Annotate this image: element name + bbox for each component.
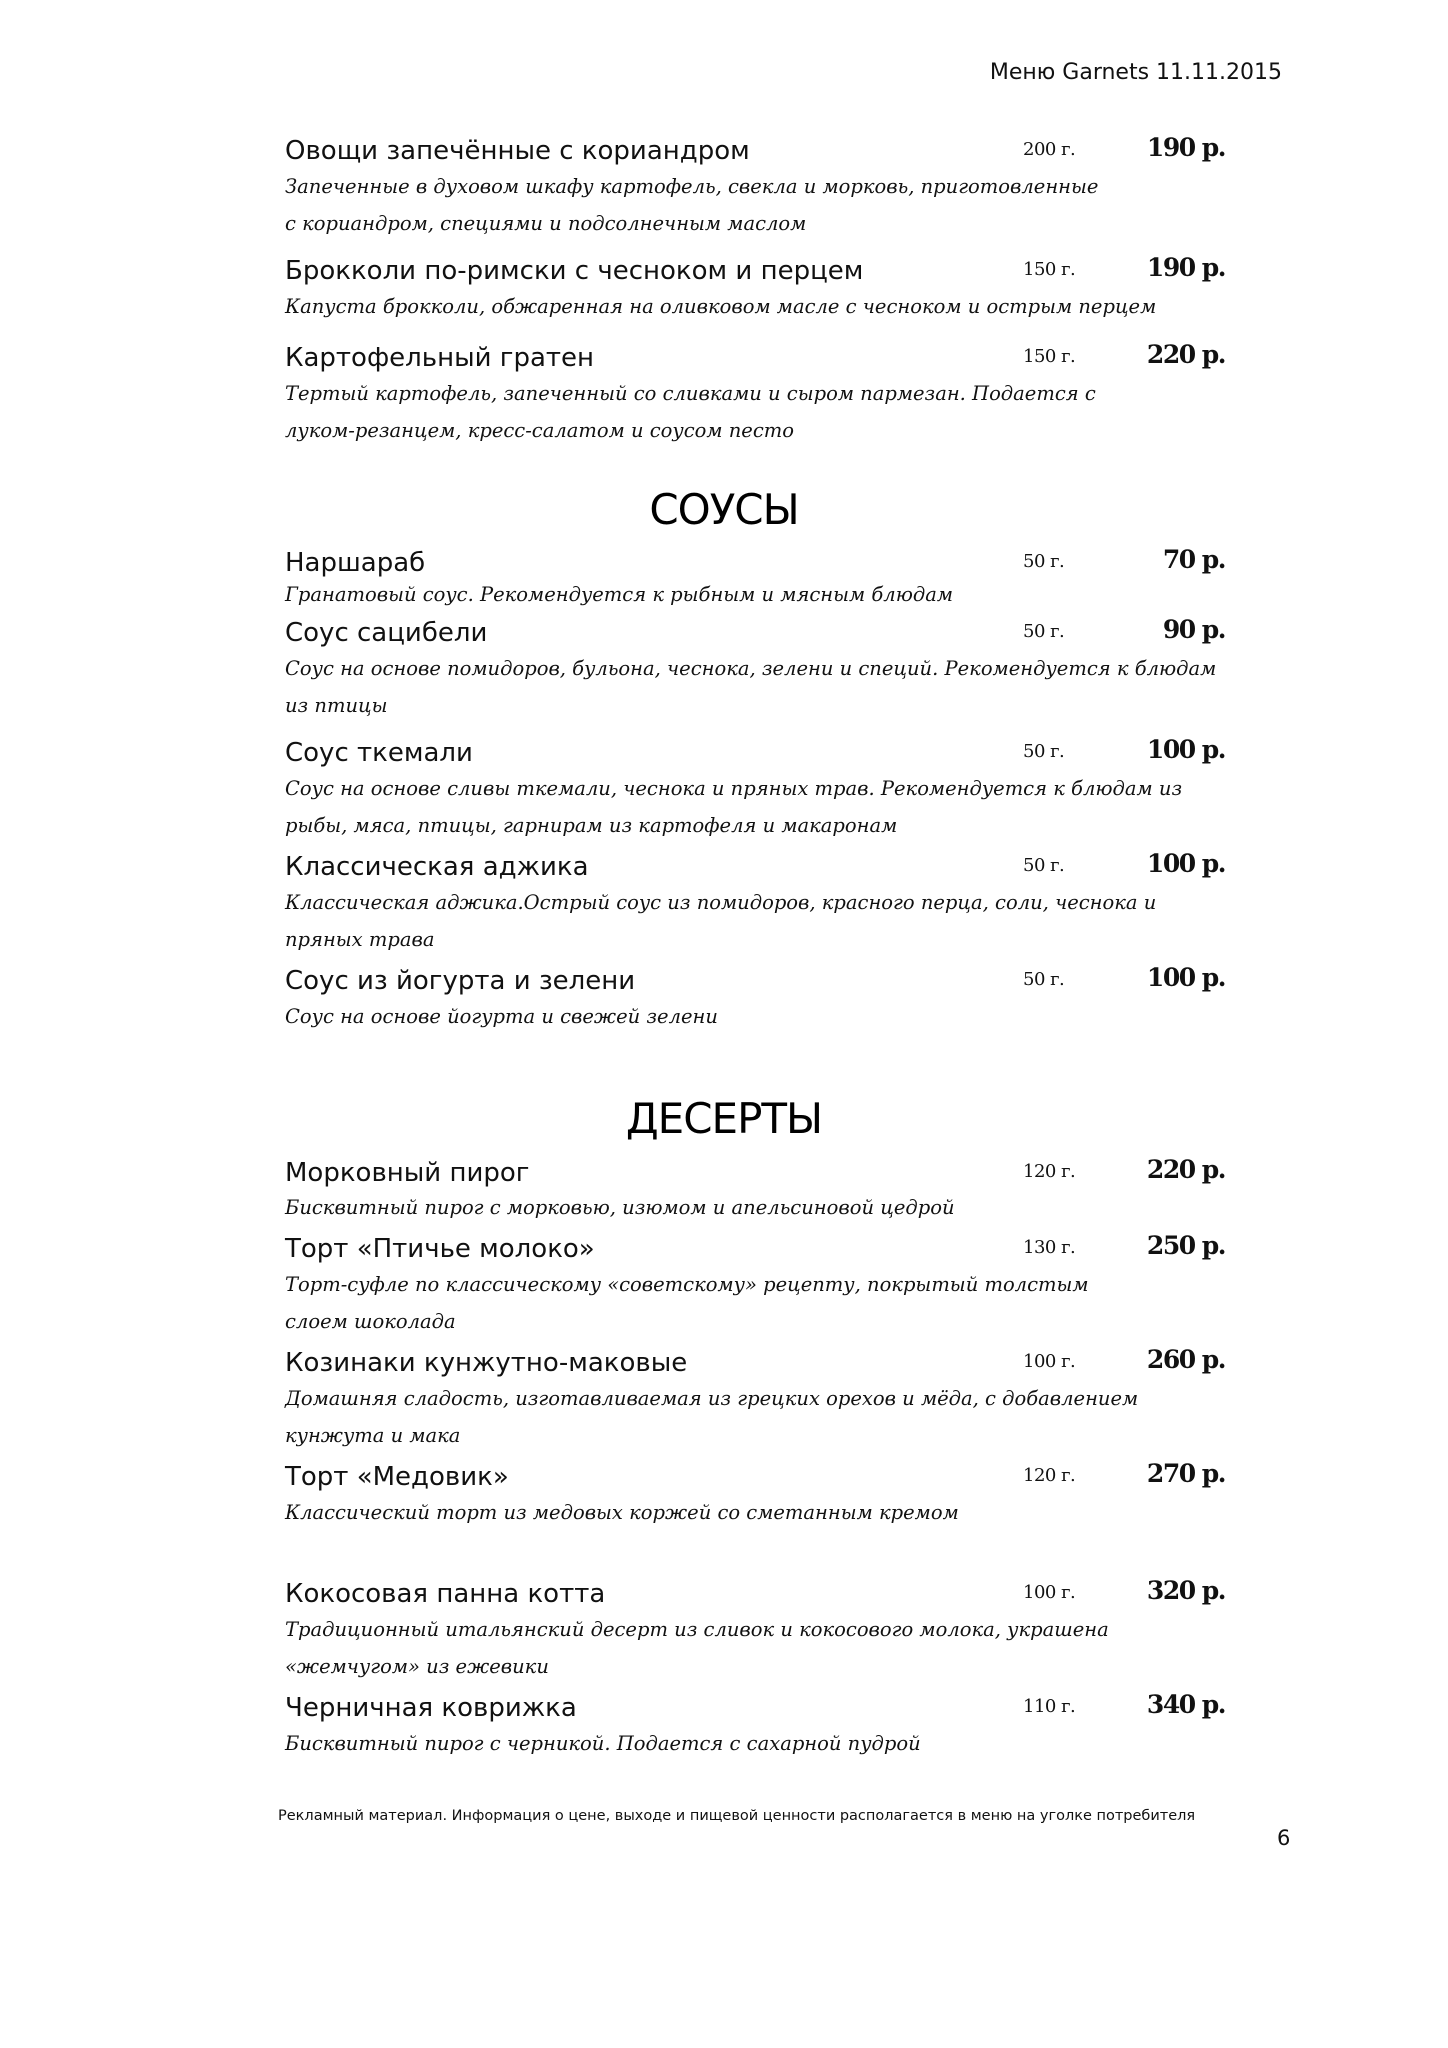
item-name: Соус из йогурта и зелени	[285, 966, 636, 996]
item-description: Классическая аджика.Острый соус из помидоров, красного перца, соли, чеснока и пряных трава	[285, 891, 1157, 951]
menu-item	[285, 1226, 1225, 1340]
item-description: Домашняя сладость, изготавливаемая из грецких орехов и мёда, с добавлением кунжута и мака	[285, 1387, 1139, 1447]
garnish-section	[285, 128, 1225, 449]
item-price: 100 р.	[1146, 849, 1225, 878]
item-name: Наршараб	[285, 548, 426, 578]
item-description: Соус на основе йогурта и свежей зелени	[285, 1005, 718, 1028]
item-weight: 150 г.	[1023, 259, 1076, 280]
item-price: 220 р.	[1146, 1155, 1225, 1184]
item-weight: 50 г.	[1023, 855, 1065, 876]
item-price: 100 р.	[1146, 963, 1225, 992]
item-weight: 120 г.	[1023, 1161, 1076, 1182]
menu-item	[285, 128, 1225, 242]
item-name: Овощи запечённые с кориандром	[285, 136, 750, 166]
item-price: 190 р.	[1146, 253, 1225, 282]
item-name: Козинаки кунжутно-маковые	[285, 1348, 688, 1378]
item-description: Гранатовый соус. Рекомендуется к рыбным и мясным блюдам	[285, 583, 954, 606]
item-description: Классический торт из медовых коржей со сметанным кремом	[285, 1501, 959, 1524]
item-price: 260 р.	[1146, 1345, 1225, 1374]
item-price: 100 р.	[1146, 735, 1225, 764]
menu-item	[285, 1150, 1225, 1226]
menu-item	[285, 1685, 1225, 1762]
item-weight: 150 г.	[1023, 346, 1076, 367]
item-name: Черничная коврижка	[285, 1693, 577, 1723]
item-price: 70 р.	[1162, 545, 1225, 574]
menu-item	[285, 1340, 1225, 1454]
item-name: Торт «Птичье молоко»	[285, 1234, 595, 1264]
item-description: Соус на основе помидоров, бульона, чеснока, зелени и специй. Рекомендуется к блюдам из птицы	[285, 657, 1217, 717]
menu-item	[285, 844, 1225, 958]
item-price: 340 р.	[1146, 1690, 1225, 1719]
item-description: Торт-суфле по классическому «советскому» рецепту, покрытый толстым слоем шоколада	[285, 1273, 1089, 1333]
item-description: Тертый картофель, запеченный со сливками и сыром пармезан. Подается с луком-резанцем, кресс-салатом и соусом песто	[285, 382, 1096, 442]
item-description: Запеченные в духовом шкафу картофель, свекла и морковь, приготовленные с кориандром, специями и подсолнечным маслом	[285, 175, 1099, 235]
item-name: Торт «Медовик»	[285, 1462, 509, 1492]
item-weight: 130 г.	[1023, 1237, 1076, 1258]
menu-item	[285, 248, 1225, 325]
menu-header: Меню Garnets 11.11.2015	[989, 60, 1282, 85]
item-name: Соус ткемали	[285, 738, 473, 768]
menu-item	[285, 730, 1225, 844]
menu-item	[285, 540, 1225, 610]
item-price: 250 р.	[1146, 1231, 1225, 1260]
item-name: Брокколи по-римски с чесноком и перцем	[285, 256, 864, 286]
menu-item	[285, 1454, 1225, 1531]
item-name: Соус сацибели	[285, 618, 488, 648]
item-description: Капуста брокколи, обжаренная на оливковом масле с чесноком и острым перцем	[285, 295, 1157, 318]
item-weight: 120 г.	[1023, 1465, 1076, 1486]
page-number: 6	[1277, 1826, 1291, 1850]
item-name: Морковный пирог	[285, 1158, 530, 1188]
section-title-desserts: ДЕСЕРТЫ	[625, 1094, 823, 1143]
item-weight: 50 г.	[1023, 741, 1065, 762]
item-weight: 100 г.	[1023, 1582, 1076, 1603]
item-price: 190 р.	[1146, 133, 1225, 162]
item-weight: 50 г.	[1023, 551, 1065, 572]
item-weight: 50 г.	[1023, 621, 1065, 642]
item-weight: 200 г.	[1023, 139, 1076, 160]
item-name: Картофельный гратен	[285, 343, 595, 373]
menu-item	[285, 958, 1225, 1035]
footer-disclaimer: Рекламный материал. Информация о цене, выходе и пищевой ценности располагается в меню на уголке потребителя	[278, 1808, 1196, 1824]
item-name: Классическая аджика	[285, 852, 589, 882]
section-title-sauces: СОУСЫ	[649, 485, 799, 534]
menu-item	[285, 610, 1225, 724]
menu-item	[285, 335, 1225, 449]
item-description: Бисквитный пирог с морковью, изюмом и апельсиновой цедрой	[285, 1196, 955, 1219]
item-price: 90 р.	[1162, 615, 1225, 644]
item-weight: 50 г.	[1023, 969, 1065, 990]
item-price: 320 р.	[1146, 1576, 1225, 1605]
item-weight: 110 г.	[1023, 1696, 1076, 1717]
item-price: 220 р.	[1146, 340, 1225, 369]
item-description: Традиционный итальянский десерт из сливок и кокосового молока, украшена «жемчугом» из ежевики	[285, 1618, 1109, 1678]
item-name: Кокосовая панна котта	[285, 1579, 606, 1609]
item-description: Соус на основе сливы ткемали, чеснока и пряных трав. Рекомендуется к блюдам из рыбы, мяса, птицы, гарнирам из картофеля и макаронам	[285, 777, 1183, 837]
item-price: 270 р.	[1146, 1459, 1225, 1488]
item-weight: 100 г.	[1023, 1351, 1076, 1372]
desserts-section	[285, 1150, 1225, 1762]
item-description: Бисквитный пирог с черникой. Подается с сахарной пудрой	[285, 1732, 921, 1755]
menu-item	[285, 1571, 1225, 1685]
sauces-section	[285, 540, 1225, 1035]
